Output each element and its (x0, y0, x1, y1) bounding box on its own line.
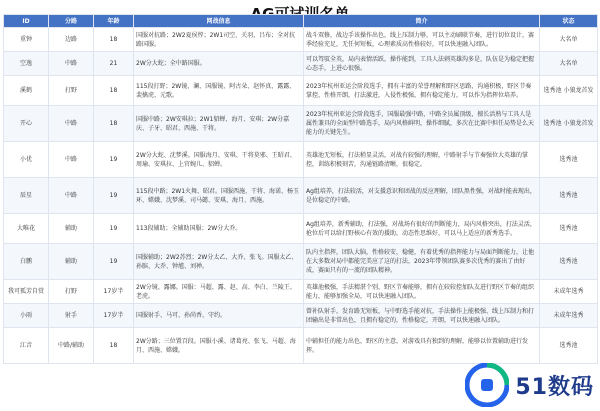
row-intro: 英雄池无短板，打法稍显灵活，对战有较强的理解，中路射手与节奏强位大英雄的掌控，训练积极刻苦，沟通链路清晰，很稳定。 (304, 142, 540, 178)
row-age: 17岁半 (94, 280, 134, 304)
row-id: 溪鹤 (4, 76, 49, 106)
row-lane: 打野 (49, 76, 94, 106)
table-row (4, 178, 598, 214)
row-id: 我可孤芳自赏 (4, 280, 49, 304)
row-record: 2W分大蛇、沈梦溪。国服海月、安琪、干将莫邪、王昭君、周瑜、安琪拉、上官婉儿、貂蝉。 (134, 142, 304, 178)
row-intro: 英雄池极强，手法精湛个别，野区节奏能够，拥有在较较控加队友进行野区节奏的组织能力，能够加强全局，可以快速融入团队。 (304, 280, 540, 304)
row-status: 选秀池 (540, 244, 598, 280)
header-id: ID (4, 15, 49, 28)
row-age: 18 (94, 76, 134, 106)
table-row (4, 52, 598, 76)
row-lane: 边路 (49, 28, 94, 52)
row-age: 19 (94, 178, 134, 214)
row-lane: 辅助 (49, 214, 94, 244)
row-lane: 中路 (49, 106, 94, 142)
row-intro: 曾补队射手，发育路无短板，与中野选手能对抗，手法操作上能极强、线上压制力和打团输出是非常出色，且拥有稳定的，性格稳定，开朗，可以快速融入团队。 (304, 304, 540, 328)
row-status: 选秀池 小狼龙首发 (540, 76, 598, 106)
row-id: 开心 (4, 106, 49, 142)
row-record: 2W分镜、露娜。国服：马超、露、赵、高、李白、兰陵王、老虎。 (134, 280, 304, 304)
row-id: 辰星 (4, 178, 49, 214)
header-lane: 分路 (49, 15, 94, 28)
table-row (4, 304, 598, 328)
table-row (4, 142, 598, 178)
row-record: 115段打野；2W镜、澜、国服镜、阿古朵、赵怀真、露露、裴擒虎、元歌。 (134, 76, 304, 106)
table-row (4, 106, 598, 142)
row-age: 18 (94, 106, 134, 142)
row-age: 19 (94, 142, 134, 178)
row-status: 选秀池 (540, 142, 598, 178)
row-intro: Ag组培养，打法较活，对支援意识和团战的反应理解，团队黑性强，对战时能表现出，是位稳定的中路。 (304, 178, 540, 214)
row-lane: 中路/辅助 (49, 328, 94, 364)
row-lane: 中路 (49, 142, 94, 178)
row-age: 19 (94, 214, 134, 244)
row-lane: 辅助 (49, 244, 94, 280)
table-row (4, 280, 598, 304)
row-id: 空逸 (4, 52, 49, 76)
header-intro: 简介 (304, 15, 540, 28)
row-record: 2W分大蛇；全中路国服。 (134, 52, 304, 76)
roster-table (3, 14, 598, 364)
row-lane: 射手 (49, 304, 94, 328)
table-row (4, 244, 598, 280)
row-intro: 战斗双修，战边手该操作出色，线上压制力够，可以主动刷联节奏，进行切位设计，赛季经验充足，无任何短板，心理素质高性格较好，可以快速融入团队。 (304, 28, 540, 52)
row-lane: 中路 (49, 178, 94, 214)
row-id: 大唯花 (4, 214, 49, 244)
row-age: 17岁半 (94, 304, 134, 328)
row-lane: 打野 (49, 280, 94, 304)
header-record: 网战信息 (134, 15, 304, 28)
row-intro: 中辅担任的能力出色，野区的主意，对游戏具有独到的理解，能够以位置辅助进行发挥。 (304, 328, 540, 364)
row-status: 选秀池 (540, 328, 598, 364)
row-status: 未成年选秀 (540, 304, 598, 328)
row-intro: Ag组培养，新秀辅助，打法强，对战场有很好的判断能力，局内风格突出，打法灵活，抢位后可以给打野核心有效的援助，动态性思维好，可以马上适应的新秀选手。 (304, 214, 540, 244)
table-row (4, 328, 598, 364)
row-status: 未成年选秀 (540, 280, 598, 304)
row-status: 选秀池 (540, 214, 598, 244)
logo-icon (465, 363, 509, 407)
row-id: 江音 (4, 328, 49, 364)
header-age: 年龄 (94, 15, 134, 28)
row-record: 国服对抗路；2W2夏侯惇；2W1司空、关羽、吕布；全对抗路国服。 (134, 28, 304, 52)
row-intro: 2023年杭州亚运会阶段选手，拥有丰富的荣誉理解和野区思路，沟通积极，野区节奏掌控、性格开朗，打法激进，入侵性极强，拥有稳定能力，可以作为指挥位培养。 (304, 76, 540, 106)
row-id: 重钟 (4, 28, 49, 52)
row-age: 18 (94, 328, 134, 364)
row-status: 大名单 (540, 28, 598, 52)
row-status: 大名单 (540, 52, 598, 76)
row-record: 115段中路；2W1火舞、昭君。国服西施、干将、海诺、杨玉环、嫦娥、沈梦溪、司马懿、安琪、海月、西施。 (134, 178, 304, 214)
row-age: 18 (94, 28, 134, 52)
table-row (4, 28, 598, 52)
watermark (465, 363, 594, 407)
row-intro: 2023年杭州亚运会阶段选手，国服最强中路，中路全员属顶级，擅长活熟与工具人是属性兼具的全面型中路选手，局内风格鲜明，操作细腻，多次在比赛中担任局势是么天能力的关键先生。 (304, 106, 540, 142)
row-status: 选秀池 小狼龙首发 (540, 106, 598, 142)
row-record: 国服射手、马可、孙尚香、守约。 (134, 304, 304, 328)
row-record: 国服辅助；2W2苏烈；2W分太乙、大乔、张飞。国服太乙、孙膑、大乔、钟馗、刘禅。 (134, 244, 304, 280)
row-id: 小优 (4, 142, 49, 178)
row-intro: 队内主指挥，团队大脑，性格较安，稳健，有着优秀的指挥能力与局面判断能力，让他在大多数对局中都能完美应了这的打法，2023年带领团队赛多次优秀的赛出了由好成，赛面只有的一流的团队精神。 (304, 244, 540, 280)
table-row (4, 214, 598, 244)
row-id: 小雨 (4, 304, 49, 328)
row-record: 2W分路；三位置百段。国服小溪、诸葛亮、张飞、马超、海月、西施、嫦娥。 (134, 328, 304, 364)
table-header-row (4, 15, 598, 28)
row-age: 21 (94, 52, 134, 76)
header-status: 状态 (540, 15, 598, 28)
watermark-text: 51数码 (515, 374, 594, 400)
table-row (4, 76, 598, 106)
row-intro: 可以驾驭全英，局内表情活跃，操作能到，工具人法刺英雄沟多是，队伍是为稳定把握心态手，上进心很强。 (304, 52, 540, 76)
row-status: 选秀池 (540, 178, 598, 214)
row-lane: 中路 (49, 52, 94, 76)
row-age: 19 (94, 244, 134, 280)
row-id: 白鹏 (4, 244, 49, 280)
row-record: 国服中路；2W安琪拉；2W1貂蝉、海月、安琪；2W分嘉庆、子牙、昭君、西施、干将。 (134, 106, 304, 142)
row-record: 113段辅助；全辅助国服；2W分大乔。 (134, 214, 304, 244)
